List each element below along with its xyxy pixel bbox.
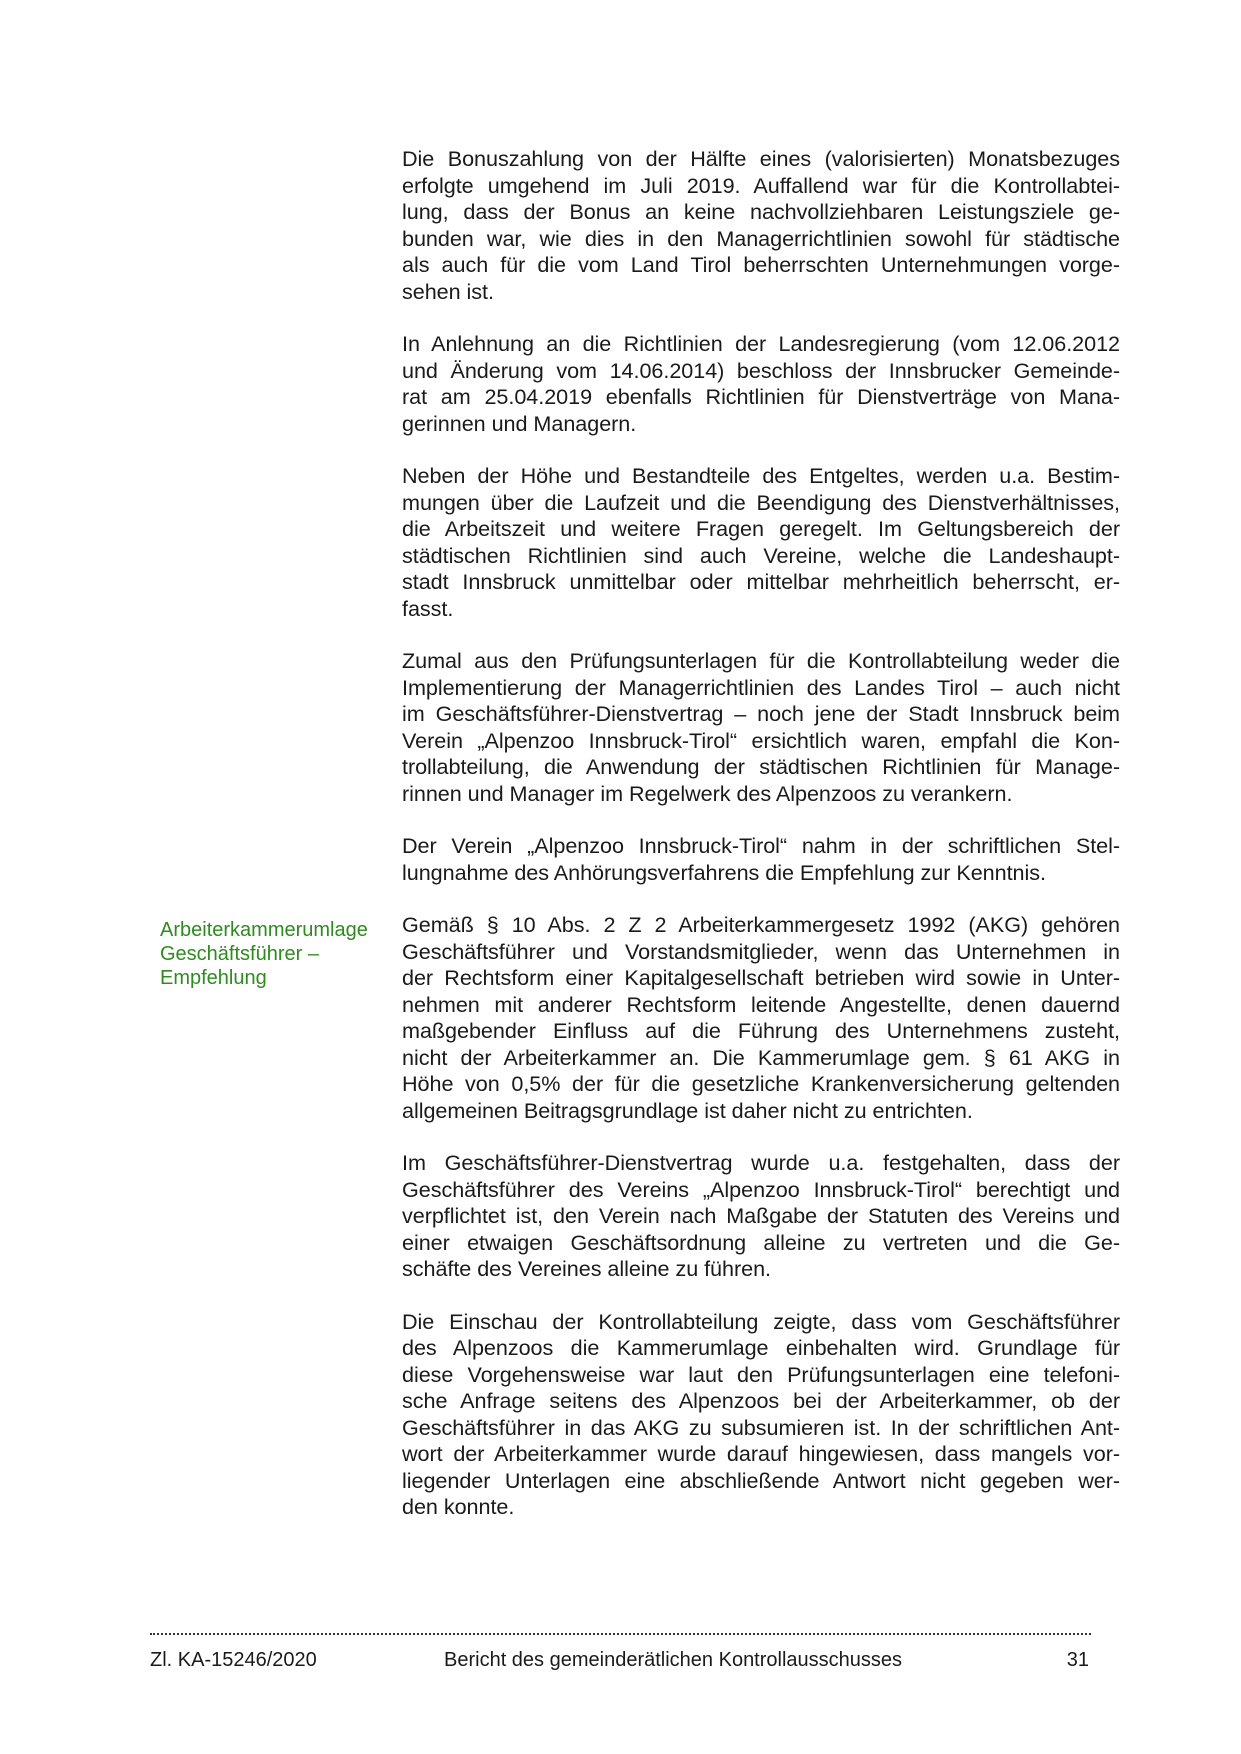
text-line: lung, dass der Bonus an keine nachvollziehbaren Leistungsziele ge-: [402, 199, 1120, 224]
text-line: Geschäftsführer des Vereins „Alpenzoo Innsbruck-Tirol“ berechtigt und: [402, 1176, 1120, 1202]
text-line: Zumal aus den Prüfungsunterlagen für die Kontrollabteilung weder die: [402, 648, 1120, 673]
text-line: Neben der Höhe und Bestandteile des Entgeltes, werden u.a. Bestim-: [402, 463, 1120, 488]
text-line: erfolgte umgehend im Juli 2019. Auffallend war für die Kontrollabtei-: [402, 172, 1120, 198]
text-line: liegender Unterlagen eine abschließende Antwort nicht gegeben wer-: [402, 1467, 1120, 1493]
text-line: städtischen Richtlinien sind auch Vereine, welche die Landeshaupt-: [402, 542, 1120, 568]
text-line: Implementierung der Managerrichtlinien des Landes Tirol – auch nicht: [402, 674, 1120, 700]
paragraph-bonus: [402, 146, 1120, 305]
text-line: nicht der Arbeiterkammer an. Die Kammerumlage gem. § 61 AKG in: [402, 1044, 1120, 1070]
text-line: Der Verein „Alpenzoo Innsbruck-Tirol“ nahm in der schriftlichen Stel-: [402, 833, 1120, 858]
text-line: lungnahme des Anhörungsverfahrens die Empfehlung zur Kenntnis.: [402, 859, 1046, 885]
text-line: Gemäß § 10 Abs. 2 Z 2 Arbeiterkammergesetz 1992 (AKG) gehören: [402, 912, 1120, 937]
text-line: Verein „Alpenzoo Innsbruck-Tirol“ ersichtlich waren, empfahl die Kon-: [402, 727, 1120, 753]
text-line: maßgebender Einfluss auf die Führung des Unternehmens zusteht,: [402, 1018, 1120, 1043]
text-line: diese Vorgehensweise war laut den Prüfungsunterlagen eine telefoni-: [402, 1361, 1120, 1387]
paragraph-akg: [402, 912, 1120, 1124]
text-line: rinnen und Manager im Regelwerk des Alpenzoos zu verankern.: [402, 780, 1013, 806]
text-line: sche Anfrage seitens des Alpenzoos bei der Arbeiterkammer, ob der: [402, 1388, 1120, 1413]
text-line: Im Geschäftsführer-Dienstvertrag wurde u.a. festgehalten, dass der: [402, 1150, 1120, 1175]
text-line: nehmen mit anderer Rechtsform leitende Angestellte, denen dauernd: [402, 991, 1120, 1017]
footer-divider: [150, 1633, 1091, 1635]
text-line: trollabteilung, die Anwendung der städtischen Richtlinien für Manage-: [402, 754, 1120, 779]
paragraph-stellungnahme: [402, 833, 1120, 886]
text-line: mungen über die Laufzeit und die Beendigung des Dienstverhältnisses,: [402, 489, 1120, 515]
body-text: [402, 146, 1120, 1547]
text-line: wort der Arbeiterkammer wurde darauf hingewiesen, dass mangels vor-: [402, 1441, 1120, 1466]
footer-reference: Zl. KA-15246/2020: [150, 1649, 317, 1671]
text-line: In Anlehnung an die Richtlinien der Landesregierung (vom 12.06.2012: [402, 331, 1120, 356]
margin-note-line: Empfehlung: [160, 967, 267, 989]
text-line: Geschäftsführer und Vorstandsmitglieder, wenn das Unternehmen in: [402, 938, 1120, 964]
text-line: stadt Innsbruck unmittelbar oder mittelbar mehrheitlich beherrscht, er-: [402, 569, 1120, 594]
text-line: Geschäftsführer in das AKG zu subsumieren ist. In der schriftlichen Ant-: [402, 1414, 1120, 1440]
text-line: Die Bonuszahlung von der Hälfte eines (valorisierten) Monatsbezuges: [402, 146, 1120, 171]
paragraph-entgelt: [402, 463, 1120, 622]
text-line: gerinnen und Managern.: [402, 410, 637, 436]
text-line: allgemeinen Beitragsgrundlage ist daher nicht zu entrichten.: [402, 1097, 973, 1123]
text-line: des Alpenzoos die Kammerumlage einbehalten wird. Grundlage für: [402, 1335, 1120, 1360]
text-line: fasst.: [402, 595, 454, 621]
text-line: der Rechtsform einer Kapitalgesellschaft betrieben wird sowie in Unter-: [402, 965, 1120, 990]
text-line: den konnte.: [402, 1494, 515, 1519]
text-line: sehen ist.: [402, 278, 494, 304]
page-number: 31: [1066, 1649, 1089, 1671]
text-line: schäfte des Vereines alleine zu führen.: [402, 1256, 771, 1281]
paragraph-dienstvertrag: [402, 1150, 1120, 1283]
text-line: bunden war, wie dies in den Managerrichtlinien sowohl für städtische: [402, 225, 1120, 251]
margin-note-line: Arbeiterkammerumlage: [160, 919, 368, 941]
text-line: im Geschäftsführer-Dienstvertrag – noch jene der Stadt Innsbruck beim: [402, 701, 1120, 726]
text-line: einer etwaigen Geschäftsordnung alleine zu vertreten und die Ge-: [402, 1229, 1120, 1255]
paragraph-einschau: [402, 1309, 1120, 1521]
margin-note-line: Geschäftsführer –: [160, 943, 319, 965]
text-line: und Änderung vom 14.06.2014) beschloss der Innsbrucker Gemeinde-: [402, 357, 1120, 383]
paragraph-empfehlung: [402, 648, 1120, 807]
margin-note-heading: [160, 918, 390, 990]
text-line: die Arbeitszeit und weitere Fragen geregelt. Im Geltungsbereich der: [402, 516, 1120, 541]
text-line: als auch für die vom Land Tirol beherrschten Unternehmungen vorge-: [402, 252, 1120, 277]
text-line: Die Einschau der Kontrollabteilung zeigte, dass vom Geschäftsführer: [402, 1308, 1120, 1334]
footer-title: Bericht des gemeinderätlichen Kontrollausschusses: [444, 1649, 903, 1671]
text-line: verpflichtet ist, den Verein nach Maßgabe der Statuten des Vereins und: [402, 1203, 1120, 1228]
text-line: rat am 25.04.2019 ebenfalls Richtlinien für Dienstverträge von Mana-: [402, 384, 1120, 409]
paragraph-richtlinien: [402, 331, 1120, 437]
text-line: Höhe von 0,5% der für die gesetzliche Krankenversicherung geltenden: [402, 1071, 1120, 1096]
